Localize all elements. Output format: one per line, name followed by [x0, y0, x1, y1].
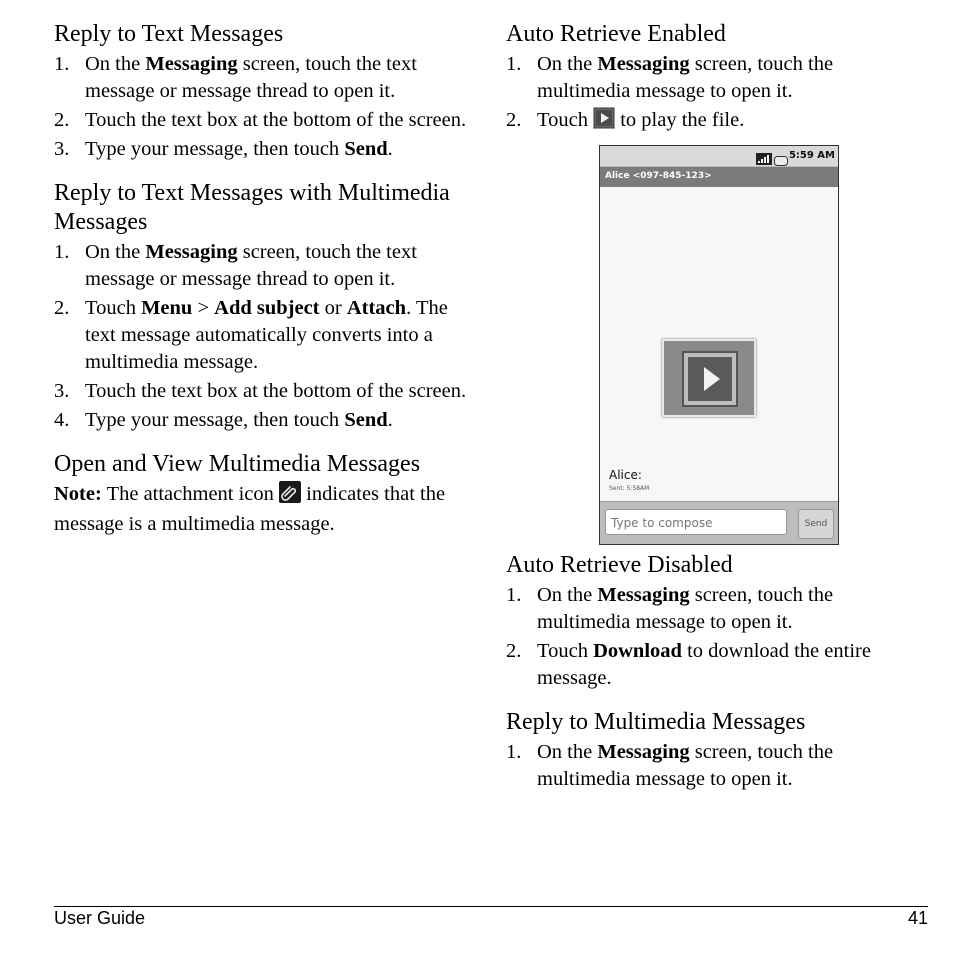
step-number: 3. — [54, 138, 70, 160]
note-text: The attachment icon — [101, 483, 280, 505]
steps-list — [506, 739, 916, 793]
step-bold: Messaging — [145, 53, 238, 75]
step-text: Touch the text box at the bottom of the screen. — [85, 109, 467, 131]
step-number: 4. — [54, 409, 70, 431]
step-text: Type your message, then touch — [85, 138, 345, 160]
step-number: 2. — [54, 297, 70, 319]
step-bold: Download — [593, 640, 682, 662]
step-item — [54, 295, 474, 376]
step-bold: Attach — [346, 297, 407, 319]
steps-list — [506, 582, 916, 692]
step-text: Type your message, then touch — [85, 409, 345, 431]
step-text: On the — [537, 741, 598, 763]
compose-bar — [600, 501, 838, 544]
step-text: to play the file. — [615, 109, 745, 131]
step-text: . The text message automatically converts into a multimedia message. — [85, 297, 448, 373]
clock: 5:59 AM — [788, 150, 835, 161]
step-text: . — [387, 409, 393, 431]
step-text: > — [192, 297, 215, 319]
step-number: 1. — [506, 584, 522, 606]
step-number: 1. — [54, 53, 70, 75]
section-title: Reply to Text Messages — [54, 21, 284, 47]
play-icon — [593, 107, 615, 137]
step-item — [54, 51, 474, 105]
page-number: 41 — [907, 908, 928, 928]
step-text: screen, touch the text message or message thread to open it. — [85, 241, 417, 290]
step-number: 3. — [54, 380, 70, 402]
step-text: to download the entire message. — [537, 640, 871, 689]
note-label: Note: — [54, 483, 102, 505]
step-bold: Messaging — [597, 53, 690, 75]
step-text: or — [319, 297, 347, 319]
signal-icon — [756, 150, 772, 169]
section-reply-text — [54, 20, 474, 163]
step-text: screen, touch the text message or message thread to open it. — [85, 53, 417, 102]
media-thumbnail[interactable] — [662, 339, 756, 417]
footer-title: User Guide — [54, 908, 146, 928]
footer-rule — [54, 906, 928, 907]
step-text: Touch — [85, 297, 142, 319]
step-bold: Messaging — [597, 584, 690, 606]
step-bold: Menu — [141, 297, 193, 319]
step-item — [54, 239, 474, 293]
play-icon[interactable] — [682, 351, 738, 411]
battery-icon — [774, 151, 788, 170]
step-text: screen, touch the multimedia message to open it. — [537, 53, 834, 102]
step-text: On the — [537, 53, 598, 75]
note-text: indicates that the message is a multimedia message. — [54, 483, 446, 535]
step-text: Touch — [537, 640, 594, 662]
step-text: On the — [537, 584, 598, 606]
sender-name: Alice: — [609, 468, 642, 482]
step-text: Touch — [537, 109, 594, 131]
compose-input[interactable]: Type to compose — [605, 509, 787, 535]
steps-list — [54, 51, 474, 163]
section-title: Auto Retrieve Disabled — [506, 552, 733, 578]
step-bold: Send — [344, 409, 388, 431]
send-button[interactable]: Send — [798, 509, 834, 539]
step-item — [54, 378, 474, 405]
section-title: Reply to Multimedia Messages — [506, 709, 806, 735]
step-item — [506, 107, 916, 137]
step-number: 1. — [54, 241, 70, 263]
step-bold: Send — [344, 138, 388, 160]
step-text: On the — [85, 53, 146, 75]
step-text: . — [387, 138, 393, 160]
step-item — [506, 739, 916, 793]
left-column — [54, 20, 474, 554]
step-item — [54, 136, 474, 163]
step-number: 1. — [506, 53, 522, 75]
steps-list — [54, 239, 474, 434]
section-reply-multimedia — [54, 179, 474, 434]
sent-time: Sent: 5:58AM — [609, 485, 650, 492]
step-text: screen, touch the multimedia message to open it. — [537, 741, 834, 790]
step-text: Touch the text box at the bottom of the screen. — [85, 380, 467, 402]
step-bold: Messaging — [597, 741, 690, 763]
steps-list — [506, 51, 916, 137]
step-item — [54, 107, 474, 134]
step-item — [506, 582, 916, 636]
step-item — [54, 407, 474, 434]
section-reply-mms — [506, 708, 916, 793]
step-bold: Add subject — [214, 297, 320, 319]
step-bold: Messaging — [145, 241, 238, 263]
step-item — [506, 51, 916, 105]
section-title: Auto Retrieve Enabled — [506, 21, 726, 47]
section-title: Open and View Multimedia Messages — [54, 451, 421, 477]
section-title: Reply to Text Messages with Multimedia Messages — [54, 180, 450, 235]
step-text: On the — [85, 241, 146, 263]
section-open-multimedia — [54, 450, 474, 538]
step-number: 2. — [506, 640, 522, 662]
step-number: 2. — [506, 109, 522, 131]
status-bar — [600, 146, 838, 167]
step-number: 2. — [54, 109, 70, 131]
conversation-title: Alice <097-845-123> — [600, 167, 838, 187]
step-number: 1. — [506, 741, 522, 763]
step-item — [506, 638, 916, 692]
note-paragraph — [54, 481, 474, 538]
phone-screenshot — [599, 145, 839, 545]
section-auto-enabled — [506, 20, 916, 137]
section-auto-disabled — [506, 551, 916, 692]
paperclip-icon — [279, 481, 301, 511]
step-text: screen, touch the multimedia message to open it. — [537, 584, 834, 633]
